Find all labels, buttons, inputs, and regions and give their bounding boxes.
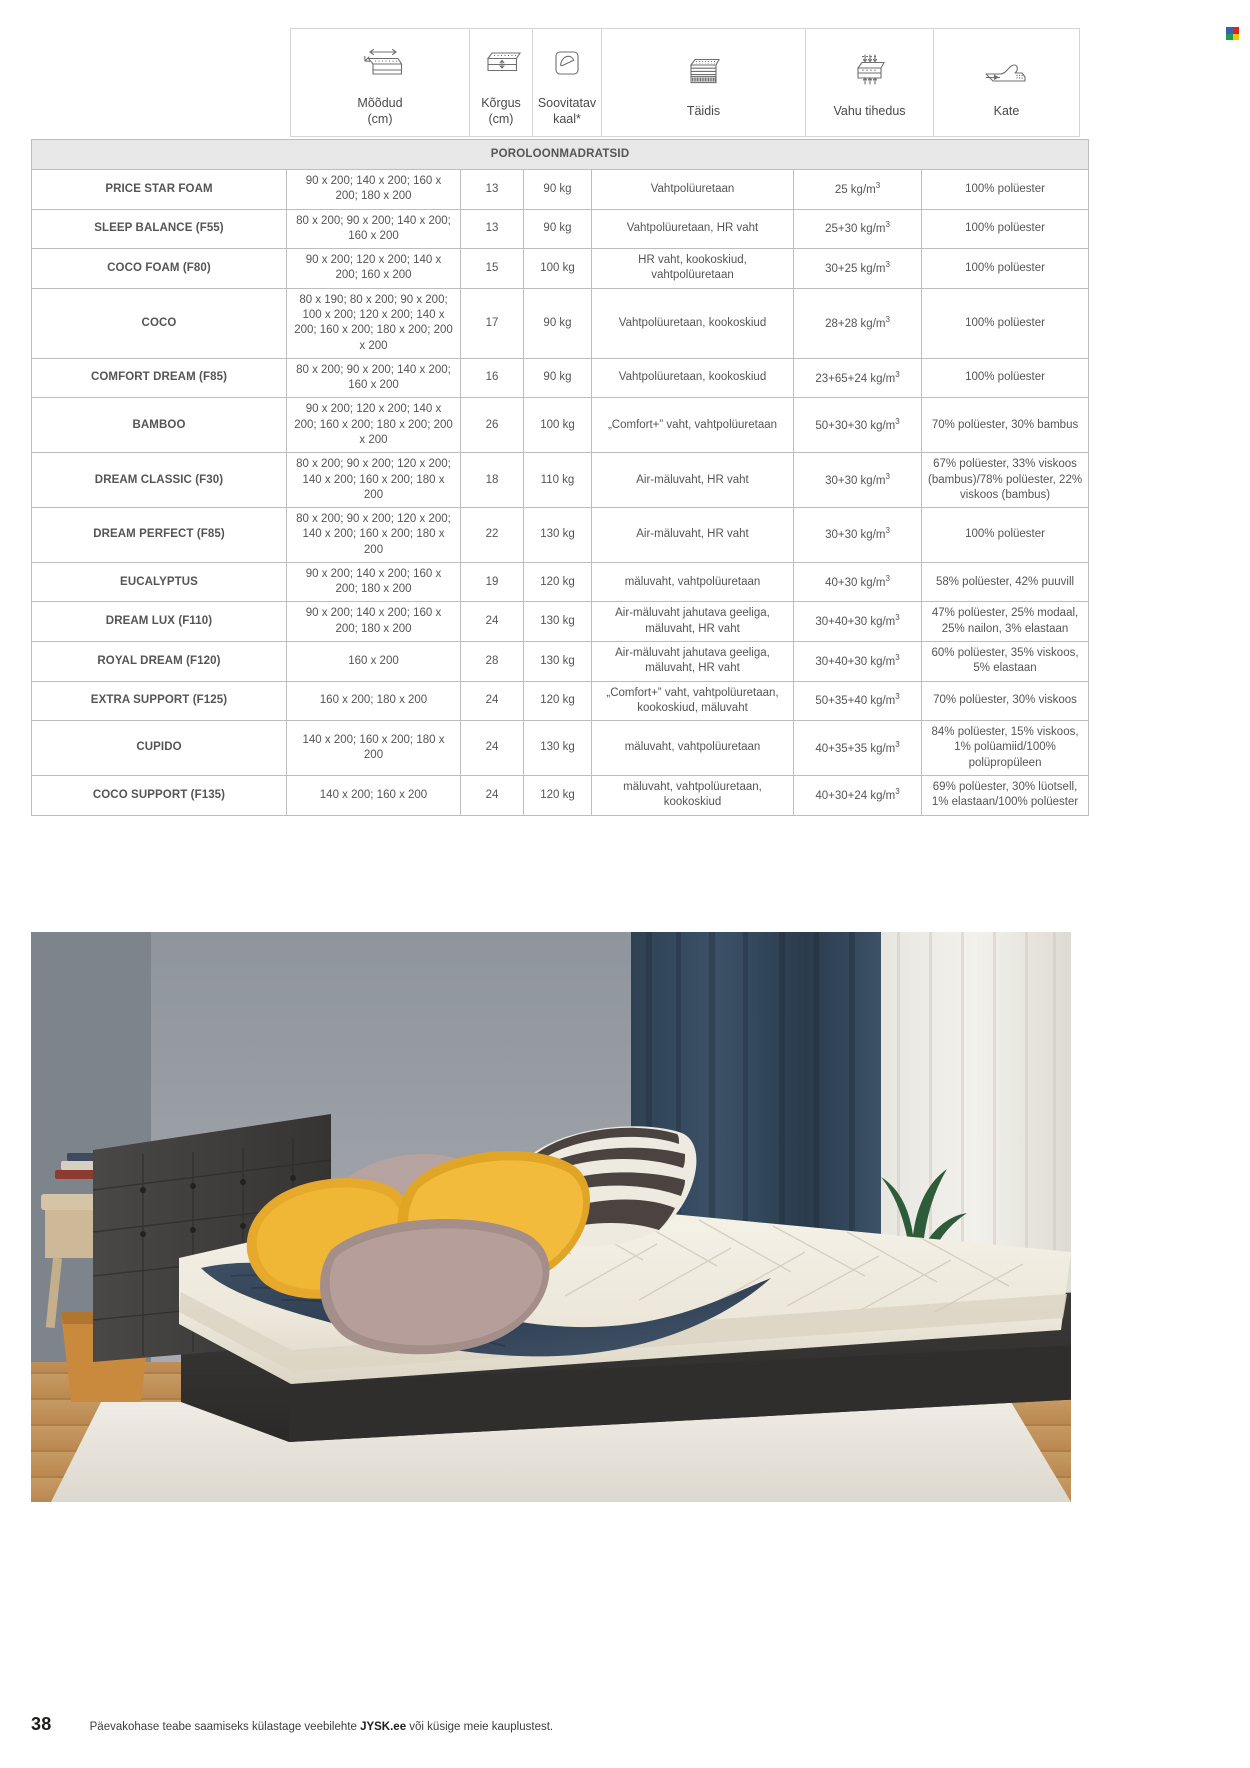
cell-product-name: DREAM PERFECT (F85)	[32, 508, 287, 563]
table-section-header	[32, 140, 1089, 170]
cell-weight: 120 kg	[524, 681, 592, 721]
cell-cover: 100% polüester	[922, 508, 1089, 563]
cell-density: 30+40+30 $kg/m^3$	[794, 602, 922, 642]
cell-dimensions: 160 x 200; 180 x 200	[287, 681, 461, 721]
cell-cover: 47% polüester, 25% modaal, 25% nailon, 3% elastaan	[922, 602, 1089, 642]
cell-filling: Air-mäluvaht, HR vaht	[592, 453, 794, 508]
cell-cover: 60% polüester, 35% viskoos, 5% elastaan	[922, 642, 1089, 682]
weight-scale-icon	[545, 42, 589, 90]
cell-density: 50+30+30 $kg/m^3$	[794, 398, 922, 453]
cell-product-name: DREAM CLASSIC (F30)	[32, 453, 287, 508]
cell-dimensions: 140 x 200; 160 x 200; 180 x 200	[287, 721, 461, 776]
mattress-spec-table	[31, 139, 1089, 816]
cell-density: 30+30 $kg/m^3$	[794, 453, 922, 508]
cell-dimensions: 160 x 200	[287, 642, 461, 682]
cell-filling: Vahtpolüuretaan, kookoskiud	[592, 358, 794, 398]
cell-product-name: ROYAL DREAM (F120)	[32, 642, 287, 682]
cell-density: 28+28 $kg/m^3$	[794, 288, 922, 358]
cell-height: 19	[461, 562, 524, 602]
cell-product-name: COMFORT DREAM (F85)	[32, 358, 287, 398]
cell-filling: Vahtpolüuretaan, kookoskiud	[592, 288, 794, 358]
header-label-density: Vahu tihedus	[833, 103, 906, 118]
cell-cover: 58% polüester, 42% puuvill	[922, 562, 1089, 602]
foam-density-icon	[844, 50, 896, 98]
cell-height: 13	[461, 170, 524, 210]
cell-cover: 70% polüester, 30% bambus	[922, 398, 1089, 453]
cell-filling: mäluvaht, vahtpolüuretaan, kookoskiud	[592, 776, 794, 816]
cell-filling: Air-mäluvaht jahutava geeliga, mäluvaht, HR vaht	[592, 642, 794, 682]
cell-height: 13	[461, 209, 524, 249]
table-row	[32, 209, 1089, 249]
cell-dimensions: 80 x 200; 90 x 200; 140 x 200; 160 x 200	[287, 358, 461, 398]
cell-density: 40+30+24 $kg/m^3$	[794, 776, 922, 816]
cell-product-name: EXTRA SUPPORT (F125)	[32, 681, 287, 721]
cell-height: 24	[461, 602, 524, 642]
header-label-cover: Kate	[993, 103, 1020, 118]
cell-dimensions: 140 x 200; 160 x 200	[287, 776, 461, 816]
cell-cover: 84% polüester, 15% viskoos, 1% polüamiid/100% polüpropüleen	[922, 721, 1089, 776]
cell-cover: 69% polüester, 30% lüotsell, 1% elastaan/100% polüester	[922, 776, 1089, 816]
table-row	[32, 642, 1089, 682]
cell-product-name: PRICE STAR FOAM	[32, 170, 287, 210]
cell-density: 40+35+35 $kg/m^3$	[794, 721, 922, 776]
color-registration-mark	[1226, 27, 1239, 40]
header-col-density	[806, 29, 934, 136]
cell-weight: 130 kg	[524, 508, 592, 563]
table-row	[32, 288, 1089, 358]
cell-dimensions: 80 x 200; 90 x 200; 120 x 200; 140 x 200; 160 x 200; 180 x 200	[287, 508, 461, 563]
page-number: 38	[31, 1714, 52, 1734]
cell-height: 18	[461, 453, 524, 508]
cell-weight: 130 kg	[524, 602, 592, 642]
cell-dimensions: 80 x 200; 90 x 200; 120 x 200; 140 x 200; 160 x 200; 180 x 200	[287, 453, 461, 508]
cell-weight: 100 kg	[524, 398, 592, 453]
cell-dimensions: 80 x 200; 90 x 200; 140 x 200; 160 x 200	[287, 209, 461, 249]
cell-product-name: SLEEP BALANCE (F55)	[32, 209, 287, 249]
cell-height: 16	[461, 358, 524, 398]
cell-density: 25 $kg/m^3$	[794, 170, 922, 210]
cell-cover: 67% polüester, 33% viskoos (bambus)/78% polüester, 22% viskoos (bambus)	[922, 453, 1089, 508]
cell-filling: HR vaht, kookoskiud, vahtpolüuretaan	[592, 249, 794, 289]
table-row	[32, 398, 1089, 453]
cell-height: 26	[461, 398, 524, 453]
header-col-height	[470, 29, 533, 136]
cell-filling: mäluvaht, vahtpolüuretaan	[592, 562, 794, 602]
cell-height: 24	[461, 721, 524, 776]
cell-product-name: BAMBOO	[32, 398, 287, 453]
section-title: POROLOONMADRATSID	[32, 140, 1089, 170]
cell-weight: 120 kg	[524, 562, 592, 602]
cell-product-name: EUCALYPTUS	[32, 562, 287, 602]
cell-density: 30+40+30 $kg/m^3$	[794, 642, 922, 682]
mattress-height-icon	[476, 42, 526, 90]
cell-cover: 100% polüester	[922, 288, 1089, 358]
cell-weight: 120 kg	[524, 776, 592, 816]
header-col-filling	[602, 29, 806, 136]
cell-weight: 90 kg	[524, 358, 592, 398]
cell-cover: 100% polüester	[922, 249, 1089, 289]
table-row	[32, 453, 1089, 508]
cell-density: 50+35+40 $kg/m^3$	[794, 681, 922, 721]
header-label-weight: Soovitatav kaal*	[537, 96, 597, 126]
cell-weight: 90 kg	[524, 288, 592, 358]
spec-icon-header	[290, 28, 1080, 137]
cell-weight: 90 kg	[524, 209, 592, 249]
table-row	[32, 776, 1089, 816]
cell-cover: 100% polüester	[922, 170, 1089, 210]
footer-note	[90, 1721, 554, 1733]
cell-weight: 110 kg	[524, 453, 592, 508]
bedroom-photo	[31, 932, 1071, 1502]
cell-product-name: DREAM LUX (F110)	[32, 602, 287, 642]
cell-filling: „Comfort+” vaht, vahtpolüuretaan	[592, 398, 794, 453]
header-label-height: Kõrgus (cm)	[481, 96, 521, 126]
cell-product-name: COCO	[32, 288, 287, 358]
cell-filling: mäluvaht, vahtpolüuretaan	[592, 721, 794, 776]
header-label-dimensions: Mõõdud (cm)	[357, 96, 403, 126]
mattress-layers-icon	[678, 50, 730, 98]
header-col-cover	[934, 29, 1079, 136]
cell-cover: 100% polüester	[922, 358, 1089, 398]
cell-filling: Vahtpolüuretaan, HR vaht	[592, 209, 794, 249]
cell-density: 23+65+24 $kg/m^3$	[794, 358, 922, 398]
cell-height: 24	[461, 776, 524, 816]
cell-height: 28	[461, 642, 524, 682]
cell-dimensions: 90 x 200; 140 x 200; 160 x 200; 180 x 200	[287, 170, 461, 210]
cell-height: 22	[461, 508, 524, 563]
cell-density: 40+30 $kg/m^3$	[794, 562, 922, 602]
cell-filling: Air-mäluvaht jahutava geeliga, mäluvaht, HR vaht	[592, 602, 794, 642]
footer-note-suffix: või küsige meie kauplustest.	[406, 1721, 554, 1733]
cell-dimensions: 90 x 200; 140 x 200; 160 x 200; 180 x 200	[287, 562, 461, 602]
cell-cover: 100% polüester	[922, 209, 1089, 249]
cell-cover: 70% polüester, 30% viskoos	[922, 681, 1089, 721]
header-col-weight	[533, 29, 602, 136]
table-row	[32, 681, 1089, 721]
cell-dimensions: 90 x 200; 120 x 200; 140 x 200; 160 x 200; 180 x 200; 200 x 200	[287, 398, 461, 453]
cell-height: 24	[461, 681, 524, 721]
cell-filling: „Comfort+” vaht, vahtpolüuretaan, kookoskiud, mäluvaht	[592, 681, 794, 721]
table-row	[32, 721, 1089, 776]
cell-height: 17	[461, 288, 524, 358]
cell-weight: 130 kg	[524, 721, 592, 776]
cell-filling: Air-mäluvaht, HR vaht	[592, 508, 794, 563]
table-row	[32, 508, 1089, 563]
cell-density: 30+30 $kg/m^3$	[794, 508, 922, 563]
cell-weight: 100 kg	[524, 249, 592, 289]
mattress-cover-icon	[978, 50, 1036, 98]
cell-dimensions: 90 x 200; 140 x 200; 160 x 200; 180 x 200	[287, 602, 461, 642]
table-row	[32, 358, 1089, 398]
page-footer	[0, 1714, 1250, 1735]
cell-density: 25+30 $kg/m^3$	[794, 209, 922, 249]
header-label-filling: Täidis	[686, 103, 721, 118]
table-row	[32, 249, 1089, 289]
cell-filling: Vahtpolüuretaan	[592, 170, 794, 210]
cell-weight: 130 kg	[524, 642, 592, 682]
footer-note-prefix: Päevakohase teabe saamiseks külastage veebilehte	[89, 1721, 361, 1733]
cell-weight: 90 kg	[524, 170, 592, 210]
cell-dimensions: 80 x 190; 80 x 200; 90 x 200; 100 x 200; 120 x 200; 140 x 200; 160 x 200; 180 x 200; 200 x 200	[287, 288, 461, 358]
cell-product-name: CUPIDO	[32, 721, 287, 776]
mattress-width-icon	[352, 42, 408, 90]
cell-height: 15	[461, 249, 524, 289]
table-row	[32, 170, 1089, 210]
cell-product-name: COCO FOAM (F80)	[32, 249, 287, 289]
cell-dimensions: 90 x 200; 120 x 200; 140 x 200; 160 x 200	[287, 249, 461, 289]
cell-product-name: COCO SUPPORT (F135)	[32, 776, 287, 816]
table-row	[32, 602, 1089, 642]
cell-density: 30+25 $kg/m^3$	[794, 249, 922, 289]
footer-brand-link[interactable]: JYSK.ee	[360, 1721, 407, 1733]
table-row	[32, 562, 1089, 602]
mattress-spec-table-wrapper	[31, 139, 1083, 816]
header-col-dimensions	[291, 29, 470, 136]
